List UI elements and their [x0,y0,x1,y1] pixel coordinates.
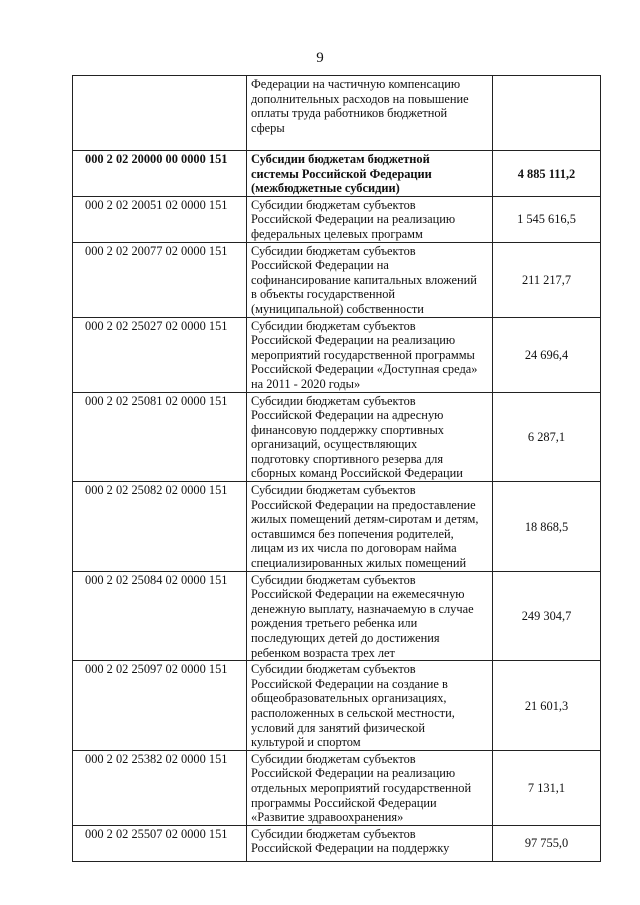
table-row [73,196,601,242]
budget-table [72,75,601,862]
amount-cell: 7 131,1 [493,750,601,825]
description-cell: Субсидии бюджетам субъектов Российской Федерации на адресную финансовую поддержку спортивных организаций, осуществляющих подготовку спортивного резерва для сборных команд Российской Федерации [247,392,493,482]
table-row [73,825,601,861]
budget-code-cell: 000 2 02 25507 02 0000 151 [73,825,247,861]
budget-code-cell: 000 2 02 25081 02 0000 151 [73,392,247,482]
description-cell: Субсидии бюджетам субъектов Российской Федерации на ежемесячную денежную выплату, назначаемую в случае рождения третьего ребенка или последующих детей до достижения ребенком возраста трех лет [247,571,493,661]
amount-cell: 249 304,7 [493,571,601,661]
table-row [73,151,601,197]
budget-code-cell: 000 2 02 20077 02 0000 151 [73,242,247,317]
description-cell: Субсидии бюджетам субъектов Российской Федерации на реализацию федеральных целевых программ [247,196,493,242]
amount-cell: 1 545 616,5 [493,196,601,242]
description-cell: Субсидии бюджетам субъектов Российской Федерации на реализацию мероприятий государственной программы Российской Федерации «Доступная среда» на 2011 - 2020 годы» [247,317,493,392]
description-cell: Субсидии бюджетам субъектов Российской Федерации на предоставление жилых помещений детям-сиротам и детям, оставшимся без попечения родителей, лицам из их числа по договорам найма специализированных жилых помещений [247,482,493,572]
amount-cell: 18 868,5 [493,482,601,572]
description-cell: Субсидии бюджетам субъектов Российской Федерации на создание в общеобразовательных организациях, расположенных в сельской местности, условий для занятий физической культурой и спортом [247,661,493,751]
budget-code-cell: 000 2 02 20051 02 0000 151 [73,196,247,242]
description-cell: Субсидии бюджетам субъектов Российской Федерации на поддержку [247,825,493,861]
amount-cell: 97 755,0 [493,825,601,861]
amount-cell: 4 885 111,2 [493,151,601,197]
table-row [73,571,601,661]
budget-table-body [73,76,601,862]
description-cell: Федерации на частичную компенсацию дополнительных расходов на повышение оплаты труда работников бюджетной сферы [247,76,493,151]
amount-cell [493,76,601,151]
table-row [73,482,601,572]
table-row [73,392,601,482]
budget-code-cell: 000 2 02 25084 02 0000 151 [73,571,247,661]
budget-code-cell: 000 2 02 25027 02 0000 151 [73,317,247,392]
budget-code-cell: 000 2 02 20000 00 0000 151 [73,151,247,197]
amount-cell: 24 696,4 [493,317,601,392]
amount-cell: 6 287,1 [493,392,601,482]
budget-code-cell [73,76,247,151]
budget-code-cell: 000 2 02 25097 02 0000 151 [73,661,247,751]
description-cell: Субсидии бюджетам бюджетной системы Российской Федерации (межбюджетные субсидии) [247,151,493,197]
description-cell: Субсидии бюджетам субъектов Российской Федерации на софинансирование капитальных вложений в объекты государственной (муниципальной) собственности [247,242,493,317]
table-row [73,750,601,825]
budget-code-cell: 000 2 02 25082 02 0000 151 [73,482,247,572]
table-row [73,317,601,392]
table-row [73,661,601,751]
amount-cell: 211 217,7 [493,242,601,317]
budget-code-cell: 000 2 02 25382 02 0000 151 [73,750,247,825]
page-number: 9 [316,50,324,66]
amount-cell: 21 601,3 [493,661,601,751]
table-row [73,242,601,317]
description-cell: Субсидии бюджетам субъектов Российской Федерации на реализацию отдельных мероприятий государственной программы Российской Федерации «Развитие здравоохранения» [247,750,493,825]
table-row [73,76,601,151]
